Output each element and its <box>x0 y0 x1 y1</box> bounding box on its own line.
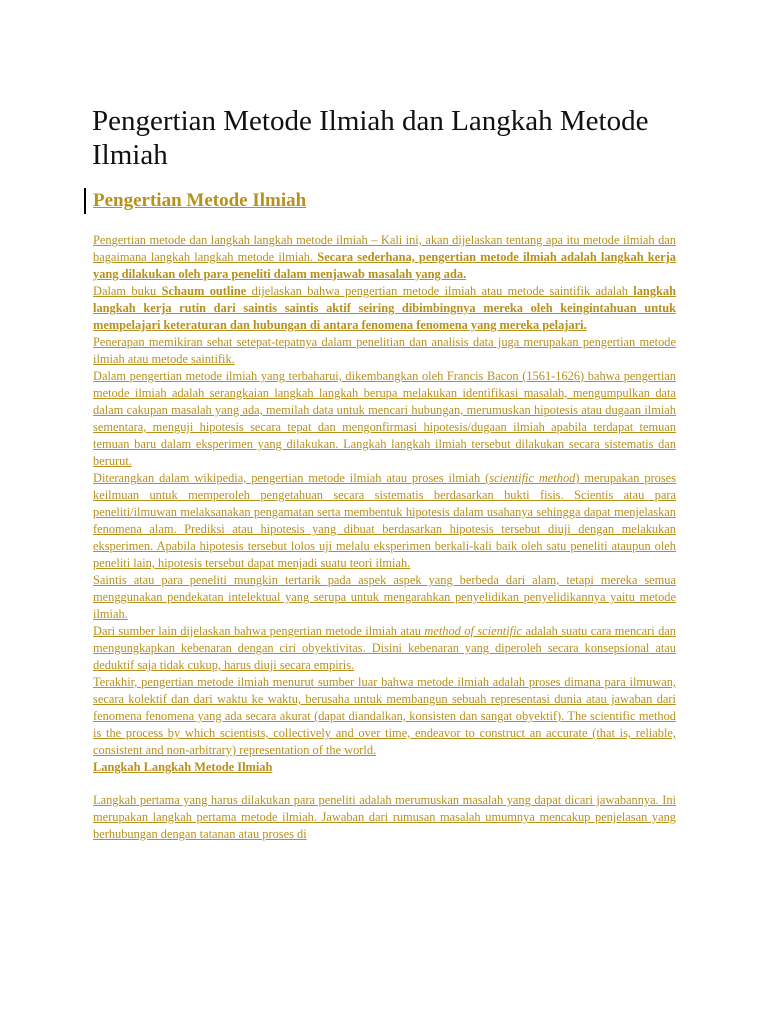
subsection-heading[interactable]: Langkah Langkah Metode Ilmiah <box>93 760 273 774</box>
paragraph-wikipedia[interactable] <box>93 470 676 572</box>
paragraph-bacon[interactable]: Dalam pengertian metode ilmiah yang terbaharui, dikembangkan oleh Francis Bacon (1561-1626) bahwa pengertian metode ilmiah adalah serangkaian langkah langkah berupa melakukan identifikasi masalah, mengumpulkan data dalam cakupan masalah yang ada, memilah data untuk mencari hubungan, merumuskan hipotesis atau dugaan ilmiah sementara, menguji hipotesis secara tepat dan mengonfirmasi hipotesis/dugaan ilmiah apabila terdapat temuan temuan baru dalam eksperimen yang dilakukan. Langkah langkah ilmiah tersebut dilakukan secara sistematis dan berurut. <box>93 369 676 468</box>
paragraph-saintis[interactable]: Saintis atau para peneliti mungkin tertarik pada aspek aspek yang berbeda dari alam, tetapi mereka semua menggunakan pendekatan intelektual yang serupa untuk mengarahkan penyelidikan penyelidikannya yaitu metode ilmiah. <box>93 573 676 621</box>
paragraph-penerapan[interactable]: Penerapan memikiran sehat setepat-tepatnya dalam penelitian dan analisis data juga merupakan pengertian metode ilmiah atau metode saintifik. <box>93 335 676 366</box>
paragraph-text: Dari sumber lain dijelaskan bahwa pengertian metode ilmiah atau <box>93 624 425 638</box>
paragraph-text: dijelaskan bahwa pengertian metode ilmiah atau metode saintifik adalah <box>246 284 634 298</box>
paragraph-italic-text: scientific method <box>489 471 576 485</box>
paragraph-bold-text: langkah langkah kerja rutin dari saintis saintis aktif seiring dibimbingnya mereka oleh keingintahuan untuk mempelajari keteraturan dan hubungan di antara fenomena fenomena yang mereka pelajari. <box>93 284 676 332</box>
section-heading[interactable]: Pengertian Metode Ilmiah <box>93 190 307 211</box>
paragraph-text: adalah suatu cara mencari dan mengungkapkan kebenaran dengan ciri obyektivitas. Disini kebenaran yang diperoleh secara konsepsional atau deduktif saja tidak cukup, harus diuji secara empiris. <box>93 624 676 672</box>
paragraph-sumber-lain[interactable] <box>93 623 676 674</box>
paragraph-terakhir[interactable]: Terakhir, pengertian metode ilmiah menurut sumber luar bahwa metode ilmiah adalah proses dimana para ilmuwan, secara kolektif dan dari waktu ke waktu, berusaha untuk membangun sebuah representasi dunia atau jawaban dari fenomena fenomena yang ada secara akurat (dapat diandalkan, konsisten dan sangat obyektif). The scientific method is the process by which scientists, collectively and over time, endeavor to construct an accurate (that is, reliable, consistent and non-arbitrary) representation of the world. <box>93 675 676 757</box>
article-body <box>93 232 676 922</box>
text-cursor <box>84 188 86 214</box>
page-title: Pengertian Metode Ilmiah dan Langkah Metode Ilmiah <box>92 105 649 171</box>
paragraph-intro[interactable] <box>93 232 676 283</box>
paragraph-text: Dalam buku <box>93 284 162 298</box>
paragraph-text: ) merupakan proses keilmuan untuk memperoleh pengetahuan secara sistematis berdasarkan bukti fisis. Scientis atau para peneliti/ilmuwan melaksanakan pengamatan serta membentuk hipotesis dalam usahanya sehingga dapat menjelaskan fenomena alam. Prediksi atau hipotesis yang dibuat berdasarkan hipotesis tersebut diuji dengan melakukan eksperimen. Apabila hipotesis tersebut lolos uji melalu eksperimen berkali-kali baik oleh satu peneliti ataupun oleh peneliti lain, hipotesis tersebut dapat menjadi suatu teori ilmiah. <box>93 471 676 570</box>
book-title: Schaum outline <box>161 284 247 298</box>
paragraph-langkah-pertama[interactable]: Langkah pertama yang harus dilakukan para peneliti adalah merumuskan masalah yang dapat dicari jawabannya. Ini merupakan langkah pertama metode ilmiah. Jawaban dari rumusan masalah umumnya mencakup penjelasan yang berhubungan dengan tatanan atau proses di <box>93 793 676 841</box>
paragraph-text: Diterangkan dalam wikipedia, pengertian metode ilmiah atau proses ilmiah ( <box>93 471 490 485</box>
paragraph-text: Pengertian metode dan langkah langkah metode ilmiah – Kali ini, akan dijelaskan tentang apa itu metode ilmiah dan bagaimana langkah langkah metode ilmiah. <box>93 233 676 264</box>
paragraph-italic-text: method of scientific <box>424 624 523 638</box>
paragraph-schaum[interactable] <box>93 283 676 334</box>
paragraph-bold-text: Secara sederhana, pengertian metode ilmiah adalah langkah kerja yang dilakukan oleh para peneliti dalam menjawab masalah yang ada. <box>93 250 676 281</box>
